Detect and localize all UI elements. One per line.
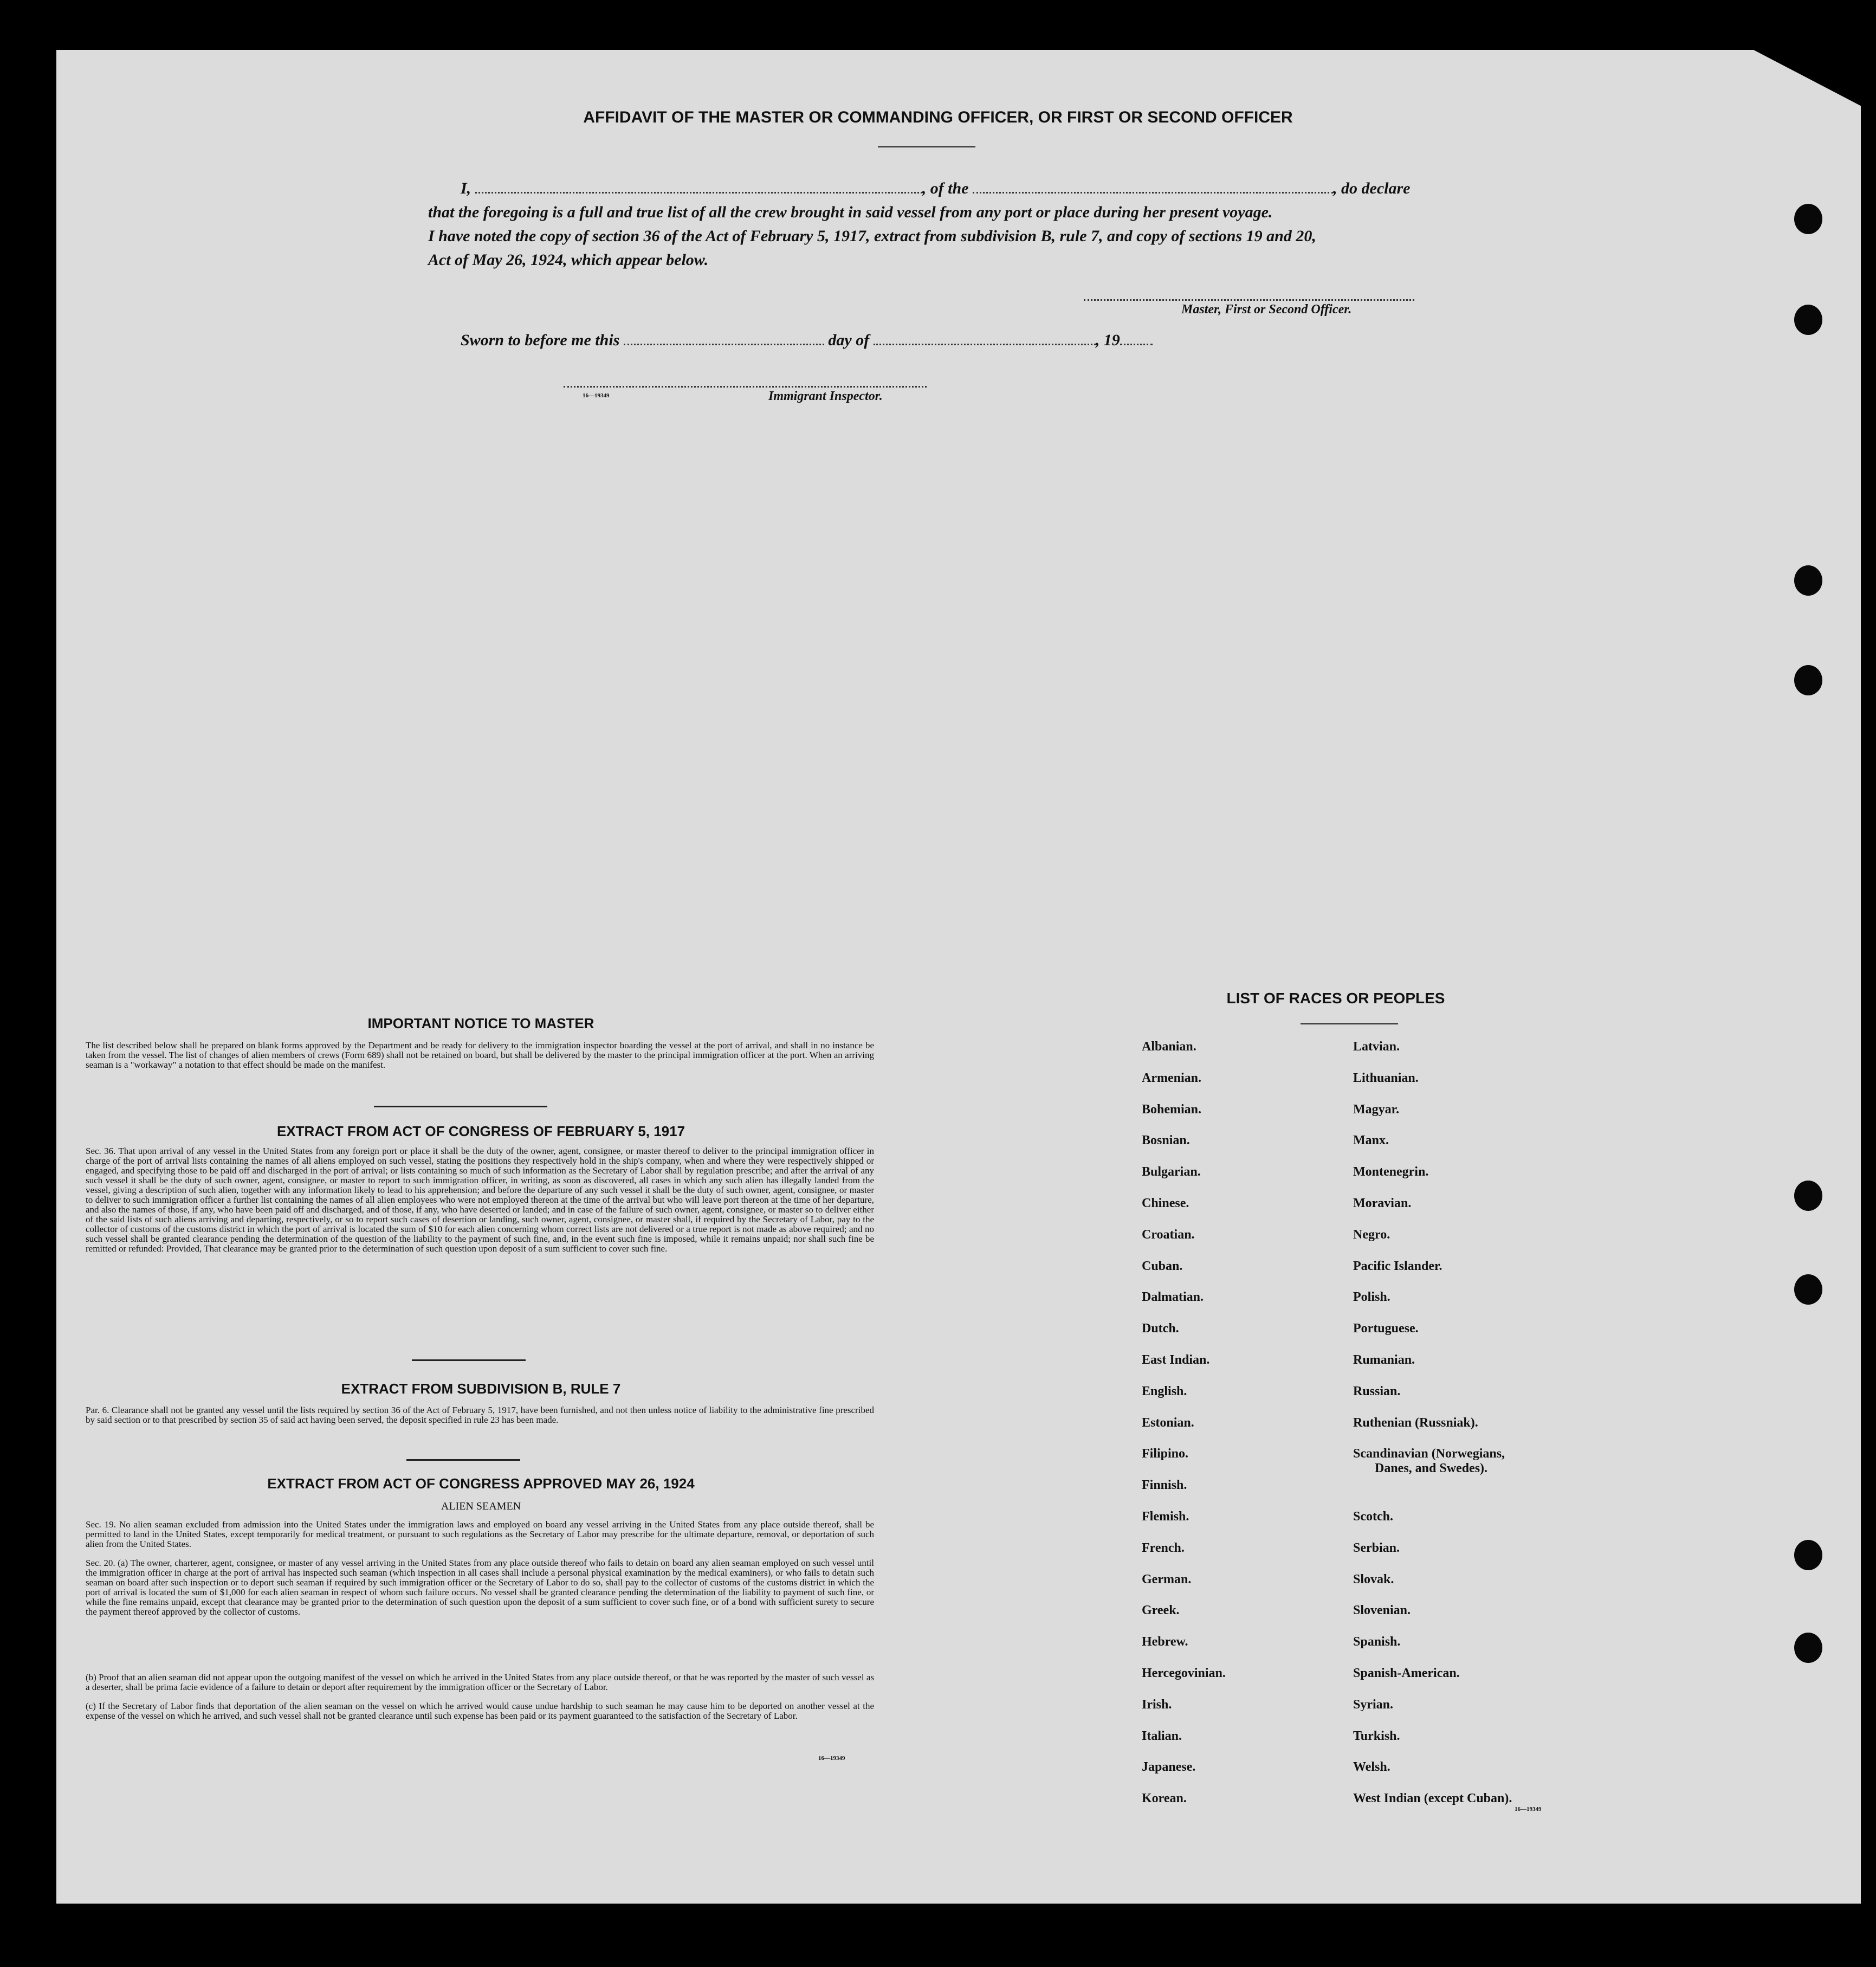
- form-number: 16—19349: [1515, 1806, 1542, 1813]
- race-item: Moravian.: [1353, 1196, 1412, 1210]
- race-item: German.: [1142, 1572, 1192, 1587]
- affidavit-line-1: [428, 177, 1447, 201]
- race-item: Hercegovinian.: [1142, 1666, 1226, 1680]
- race-item: West Indian (except Cuban).: [1353, 1791, 1512, 1806]
- punch-hole: [1794, 1181, 1822, 1211]
- punch-hole: [1794, 565, 1822, 596]
- race-item: Pacific Islander.: [1353, 1259, 1442, 1273]
- officer-name-field[interactable]: [475, 180, 922, 194]
- punch-hole: [1794, 1633, 1822, 1663]
- race-item: Scotch.: [1353, 1509, 1393, 1524]
- race-item: English.: [1142, 1384, 1187, 1398]
- extract-1917-title: EXTRACT FROM ACT OF CONGRESS OF FEBRUARY 5, 1917: [276, 1123, 685, 1139]
- divider: [374, 1106, 547, 1107]
- race-item: Turkish.: [1353, 1729, 1400, 1743]
- race-item: Armenian.: [1142, 1070, 1201, 1085]
- race-item: Bohemian.: [1142, 1102, 1202, 1117]
- race-item-continuation: Danes, and Swedes).: [1375, 1461, 1488, 1476]
- race-item: Spanish-American.: [1353, 1666, 1460, 1680]
- rule-7-title: EXTRACT FROM SUBDIVISION B, RULE 7: [341, 1381, 621, 1397]
- race-item: Portuguese.: [1353, 1321, 1419, 1336]
- race-item: Welsh.: [1353, 1760, 1390, 1775]
- sec-20c-text: (c) If the Secretary of Labor finds that deportation of the alien seaman on the vessel on which he arrived would cause undue hardship to such seaman he may cause him to be deported on another vessel at the expense of the vessel on which he arrived, and such vessel shall not be granted clearance until such expense has been paid or its payment guaranteed to the satisfaction of the Secretary of Labor.: [86, 1701, 874, 1721]
- races-left-column: [1142, 1040, 1348, 1823]
- race-item: Montenegrin.: [1353, 1165, 1429, 1179]
- inspector-signature-label: Immigrant Inspector.: [768, 389, 883, 403]
- race-item: Cuban.: [1142, 1259, 1183, 1273]
- race-item: Finnish.: [1142, 1478, 1187, 1493]
- extract-1924-title: EXTRACT FROM ACT OF CONGRESS APPROVED MAY 26, 1924: [267, 1475, 695, 1492]
- affidavit-of-the: , of the: [922, 179, 969, 197]
- race-item: French.: [1142, 1540, 1185, 1555]
- race-item: Magyar.: [1353, 1102, 1400, 1117]
- race-item: Japanese.: [1142, 1760, 1196, 1775]
- year-prefix: , 19: [1095, 331, 1120, 349]
- inspector-signature-field[interactable]: [564, 374, 927, 388]
- affidavit-line-3: I have noted the copy of section 36 of the Act of February 5, 1917, extract from subdivision B, rule 7, and copy of sections 19 and 20,: [428, 227, 1316, 245]
- sec-19-text: Sec. 19. No alien seaman excluded from admission into the United States under the immigration laws and employed on board any vessel arriving in the United States from any place outside thereof, shall be permitted to land in the United States, except temporarily for medical treatment, or pursuant to such regulations as the Secretary of Labor may prescribe for the ultimate departure, removal, or deportation of such alien from the United States.: [86, 1519, 874, 1549]
- race-item: Polish.: [1353, 1290, 1390, 1305]
- races-title: LIST OF RACES OR PEOPLES: [1226, 990, 1445, 1007]
- sworn-line: [461, 328, 1219, 352]
- punch-hole: [1794, 1540, 1822, 1570]
- sworn-day-field[interactable]: [624, 332, 824, 345]
- affidavit-line-2: that the foregoing is a full and true list of all the crew brought in said vessel from any port or place during her present voyage.: [428, 203, 1273, 221]
- form-number: 16—19349: [583, 392, 610, 399]
- form-number: 16—19349: [818, 1755, 845, 1762]
- races-right-column: [1353, 1040, 1613, 1823]
- race-item: Serbian.: [1353, 1540, 1400, 1555]
- race-item: East Indian.: [1142, 1352, 1210, 1367]
- race-item: Flemish.: [1142, 1509, 1189, 1524]
- day-of-text: day of: [828, 331, 870, 349]
- race-item: Greek.: [1142, 1603, 1180, 1618]
- affidavit-title: AFFIDAVIT OF THE MASTER OR COMMANDING OFFICER, OR FIRST OR SECOND OFFICER: [583, 108, 1293, 126]
- race-item: Negro.: [1353, 1227, 1390, 1242]
- race-item: Hebrew.: [1142, 1635, 1188, 1649]
- divider: [412, 1359, 526, 1361]
- race-item: Estonian.: [1142, 1415, 1194, 1430]
- race-item: Scandinavian (Norwegians,: [1353, 1447, 1505, 1461]
- notice-text: The list described below shall be prepared on blank forms approved by the Department and be ready for delivery to the immigration inspector boarding the vessel at the port of arrival, and shall in no instance be taken from the vessel. The list of changes of alien members of crews (Form 689) shall not be retained on board, but shall be delivered by the master to the principal immigration officer at the port. When an arriving seaman is a "workaway" a notation to that effect should be made on the manifest.: [86, 1040, 874, 1070]
- sec-20b-text: (b) Proof that an alien seaman did not appear upon the outgoing manifest of the vessel on which he arrived in the United States from any place outside thereof, or that he was reported by the master of such vessel as a deserter, shall be prima facie evidence of a failure to detain or deport after requirement by the immigration officer or the Secretary of Labor.: [86, 1672, 874, 1692]
- divider: [878, 146, 975, 147]
- punch-hole: [1794, 1274, 1822, 1305]
- race-item: Dutch.: [1142, 1321, 1179, 1336]
- divider: [406, 1459, 520, 1461]
- notice-title: IMPORTANT NOTICE TO MASTER: [367, 1015, 594, 1031]
- race-item: Dalmatian.: [1142, 1290, 1204, 1305]
- divider: [1301, 1023, 1398, 1024]
- race-item: Russian.: [1353, 1384, 1401, 1398]
- race-item: Bulgarian.: [1142, 1165, 1201, 1179]
- vessel-name-field[interactable]: [973, 180, 1333, 194]
- race-item: Irish.: [1142, 1697, 1172, 1712]
- race-item: Korean.: [1142, 1791, 1187, 1806]
- affidavit-declare: , do declare: [1333, 179, 1411, 197]
- punch-hole: [1794, 204, 1822, 234]
- sworn-text: Sworn to before me this: [461, 331, 620, 349]
- race-item: Albanian.: [1142, 1040, 1196, 1054]
- race-item-scandinavian: [1353, 1447, 1613, 1510]
- affidavit-line-4: Act of May 26, 1924, which appear below.: [428, 251, 709, 269]
- master-signature-field[interactable]: [1084, 287, 1414, 301]
- race-item: Slovak.: [1353, 1572, 1394, 1587]
- race-item: Rumanian.: [1353, 1352, 1415, 1367]
- race-item: Manx.: [1353, 1133, 1389, 1148]
- race-item: Chinese.: [1142, 1196, 1189, 1210]
- rule-7-text: Par. 6. Clearance shall not be granted any vessel until the lists required by section 36 of the Act of February 5, 1917, have been furnished, and not then unless notice of liability to the administrative fine prescribed by said section or to that prescribed by section 35 of said act having been served, the deposit specified in rule 23 has been made.: [86, 1405, 874, 1425]
- sworn-year-field[interactable]: [1120, 332, 1153, 345]
- alien-seamen-subtitle: ALIEN SEAMEN: [441, 1500, 521, 1512]
- race-item: Filipino.: [1142, 1447, 1189, 1461]
- affidavit-i: I,: [461, 179, 471, 197]
- race-item: Italian.: [1142, 1729, 1182, 1743]
- sec-20a-text: Sec. 20. (a) The owner, charterer, agent, consignee, or master of any vessel arriving in the United States from any place outside thereof who fails to detain on board any alien seaman employed on such vessel until the immigration officer in charge at the port of arrival has inspected such seaman (which inspection in all cases shall include a personal physical examination by the medical examiners), or who fails to detain such seaman on board after such inspection or to deport such seaman if required by such immigration officer or the Secretary of Labor to do so, shall pay to the collector of customs of the customs district in which the port of arrival is located the sum of $1,000 for each alien seaman in respect of whom such failure occurs. No vessel shall be granted clearance pending the determination of the liability to payment of such fine, or while the fine remains unpaid, except that clearance may be granted prior to the determination of such question upon the deposit of a sum sufficient to cover such fine, or of a bond with sufficient surety to secure the payment thereof approved by the collector of customs.: [86, 1558, 874, 1617]
- race-item: Croatian.: [1142, 1227, 1195, 1242]
- race-item: Ruthenian (Russniak).: [1353, 1415, 1478, 1430]
- punch-hole: [1794, 665, 1822, 695]
- race-item: Syrian.: [1353, 1697, 1394, 1712]
- race-item: Bosnian.: [1142, 1133, 1190, 1148]
- master-signature-label: Master, First or Second Officer.: [1181, 302, 1352, 317]
- race-item: Slovenian.: [1353, 1603, 1411, 1618]
- race-item: Latvian.: [1353, 1040, 1400, 1054]
- race-item: Lithuanian.: [1353, 1070, 1419, 1085]
- sworn-month-field[interactable]: [874, 332, 1096, 345]
- extract-1917-text: Sec. 36. That upon arrival of any vessel in the United States from any foreign port or place it shall be the duty of the owner, agent, consignee, or master thereof to deliver to the principal immigration officer in charge of the port of arrival lists containing the names of all aliens employed on such vessel, stating the positions they respectively hold in the ship's company, when and where they were respectively shipped or engaged, and specifying those to be paid off and discharged in the port of arrival; or lists containing so much of such information as the Secretary of Labor shall by regulation prescribe; and after the arrival of any such vessel it shall be the duty of such owner, agent, consignee, or master to report to such immigration officer, in writing, as soon as discovered, all cases in which any such alien has illegally landed from the vessel, giving a description of such alien, together with any information likely to lead to his apprehension; and before the departure of any such vessel it shall be the duty of such owner, agent, consignee, or master to deliver to such immigration officer a further list containing the names of all alien employees who were not employed thereon at the time of the arrival but who will leave port thereon at the time of her departure, and also the names of those, if any, who have been paid off and discharged, and of those, if any, who have deserted or landed; and in case of the failure of such owner, agent, consignee, or master so to deliver either of the said lists of such aliens arriving and departing, respectively, or so to report such cases of desertion or landing, such owner, agent, consignee, or master shall, if required by the Secretary of Labor, pay to the collector of customs of the customs district in which the port of arrival is located the sum of $10 for each alien concerning whom correct lists are not delivered or a true report is not made as above required; and no such vessel shall be granted clearance pending the determination of the question of the liability to the payment of such fine, and, in the event such fine is imposed, while it remains unpaid; nor shall such fine be remitted or refunded: Provided, That clearance may be granted prior to the determination of such question upon deposit of a sum sufficient to cover such fine.: [86, 1146, 874, 1254]
- race-item: Spanish.: [1353, 1635, 1401, 1649]
- punch-hole: [1794, 305, 1822, 335]
